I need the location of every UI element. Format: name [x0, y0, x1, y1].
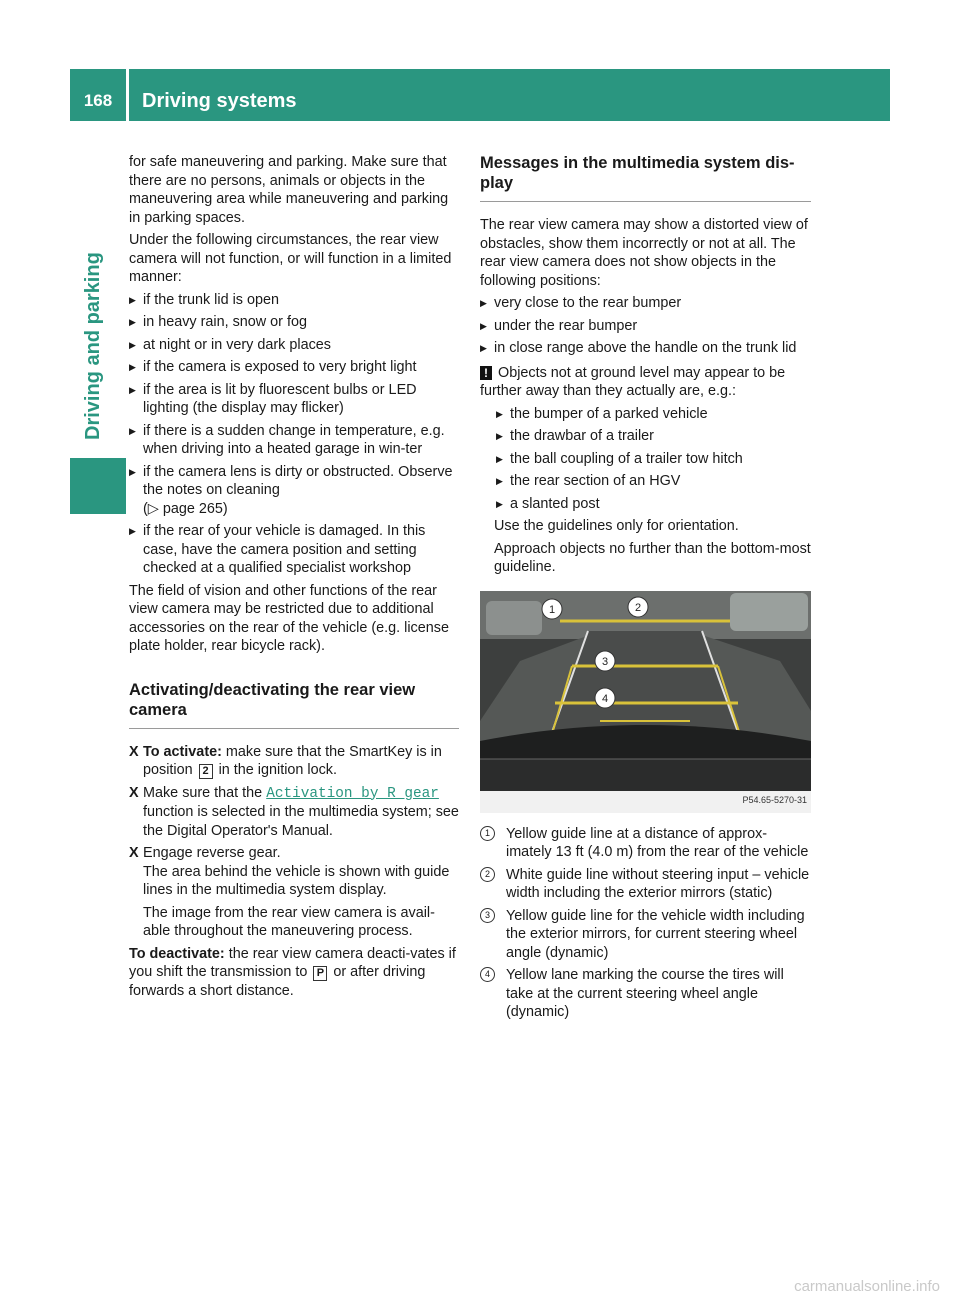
instruction-step	[129, 784, 459, 841]
legend-item	[480, 825, 811, 862]
svg-text:1: 1	[548, 603, 556, 616]
camera-display-image	[480, 591, 811, 791]
svg-text:2: 2	[634, 601, 642, 614]
deactivate-label: To deactivate:	[129, 945, 225, 962]
list-item: ▶ in close range above the handle on the trunk lid	[480, 339, 811, 358]
list-item: ▶ if there is a sudden change in temperature, e.g. when driving into a heated garage in win-ter	[129, 422, 459, 459]
rear-camera-figure	[480, 591, 811, 813]
legend-text: Yellow guide line for the vehicle width including the exterior mirrors, for current steering wheel angle (dynamic)	[506, 907, 805, 961]
list-item: ▶ if the camera is exposed to very bright light	[129, 358, 459, 377]
deactivate-text: or after driving forwards a short distance.	[129, 964, 426, 999]
step-text: make sure that the SmartKey is in position	[143, 743, 442, 778]
heading-messages: Messages in the multimedia system dis-play	[480, 153, 811, 202]
list-item: ▶ the rear section of an HGV	[496, 472, 811, 491]
list-item: ▶ the ball coupling of a trailer tow hitch	[496, 450, 811, 469]
watermark: carmanualsonline.info	[794, 1278, 940, 1295]
step-arrow-icon: X	[129, 784, 139, 801]
step-note: The image from the rear view camera is avail-able throughout the maneuvering process.	[143, 904, 435, 939]
key-position-icon: 2	[199, 764, 213, 779]
park-position-icon: P	[313, 966, 327, 981]
step-detail: The area behind the vehicle is shown with guide lines in the multimedia system display.	[143, 863, 450, 898]
list-item: ▶ a slanted post	[496, 495, 811, 514]
legend-text: Yellow lane marking the course the tires will take at the current steering wheel angle (dynamic)	[506, 967, 784, 1020]
page-reference-link[interactable]: (▷ page 265)	[143, 500, 228, 517]
menu-item-reference: Activation by R gear	[266, 785, 439, 802]
figure-code: P54.65-5270-31	[742, 795, 807, 805]
step-text: function is selected in the multimedia system; see the Digital Operator's Manual.	[143, 804, 459, 839]
callout-3	[595, 651, 615, 671]
positions-intro: The rear view camera may show a distorted view of obstacles, show them incorrectly or not at all. The rear view camera does not show objects in the following positions:	[480, 217, 808, 289]
legend-item	[480, 966, 811, 1022]
guideline-text: Approach objects no further than the bottom-most guideline.	[494, 540, 811, 575]
list-item-text: if the camera lens is dirty or obstructed. Observe the notes on cleaning	[143, 463, 453, 498]
callout-2	[628, 597, 648, 617]
step-text: Engage reverse gear.	[143, 845, 281, 861]
step-label: To activate:	[143, 743, 222, 760]
heading-activate: Activating/deactivating the rear view camera	[129, 680, 459, 729]
legend-item	[480, 866, 811, 903]
circumstances-list	[129, 291, 459, 578]
instruction-step	[129, 743, 459, 780]
field-of-vision-paragraph: The field of vision and other functions of the rear view camera may be restricted due to additional accessories on the rear of the vehicle (e.g. license plate holder, rear bicycle rack).	[129, 582, 449, 654]
list-item: ▶ under the rear bumper	[480, 317, 811, 336]
warning-text: Objects not at ground level may appear to be further away than they actually are, e.g.:	[480, 364, 786, 399]
side-tab-label: Driving and parking	[82, 252, 104, 440]
callout-4	[595, 688, 615, 708]
list-item: ▶ the drawbar of a trailer	[496, 427, 811, 446]
deactivate-text: the rear view camera deacti-vates if you shift the transmission to	[129, 945, 456, 980]
positions-list	[480, 294, 811, 358]
right-column	[480, 153, 811, 1026]
callout-1	[542, 599, 562, 619]
list-item: ▶ if the trunk lid is open	[129, 291, 459, 310]
legend-number-icon: 3	[480, 908, 495, 923]
list-item: ▶ if the area is lit by fluorescent bulbs or LED lighting (the display may flicker)	[129, 381, 459, 418]
step-arrow-icon: X	[129, 845, 139, 861]
page-number: 168	[83, 91, 113, 110]
legend-text: Yellow guide line at a distance of approx-imately 13 ft (4.0 m) from the rear of the vehicle	[506, 825, 809, 860]
legend-number-icon: 4	[480, 967, 495, 982]
step-text: Make sure that the	[143, 784, 263, 801]
list-item: ▶ very close to the rear bumper	[480, 294, 811, 313]
guideline-text: Use the guidelines only for orientation.	[494, 518, 739, 534]
figure-legend	[480, 825, 811, 1022]
svg-text:4: 4	[601, 692, 609, 705]
warning-block	[480, 364, 811, 577]
legend-number-icon: 2	[480, 867, 495, 882]
list-item: ▶ if the rear of your vehicle is damaged. In this case, have the camera position and setting checked at a qualified specialist workshop	[129, 522, 459, 578]
step-text: in the ignition lock.	[218, 762, 338, 778]
warning-icon: !	[480, 366, 492, 380]
list-item: ▶ in heavy rain, snow or fog	[129, 313, 459, 332]
step-arrow-icon: X	[129, 743, 139, 760]
header-divider	[126, 69, 129, 121]
intro-paragraph: for safe maneuvering and parking. Make sure that there are no persons, animals or objects in the maneuvering area while maneuvering and parking in parking spaces.	[129, 154, 449, 226]
warning-examples-list	[496, 405, 811, 514]
legend-item	[480, 907, 811, 963]
side-tab-marker	[70, 458, 126, 514]
deactivate-paragraph	[129, 945, 459, 1001]
list-item: ▶ at night or in very dark places	[129, 336, 459, 355]
circumstances-intro: Under the following circumstances, the rear view camera will not function, or will function in a limited manner:	[129, 232, 452, 285]
left-column	[129, 153, 459, 1004]
list-item: ▶ the bumper of a parked vehicle	[496, 405, 811, 424]
instruction-step	[129, 844, 459, 900]
legend-text: White guide line without steering input – vehicle width including the exterior mirrors (static)	[506, 866, 810, 901]
svg-text:3: 3	[601, 655, 609, 668]
legend-number-icon: 1	[480, 826, 495, 841]
section-title: Driving systems	[142, 90, 297, 112]
list-item	[129, 463, 459, 519]
